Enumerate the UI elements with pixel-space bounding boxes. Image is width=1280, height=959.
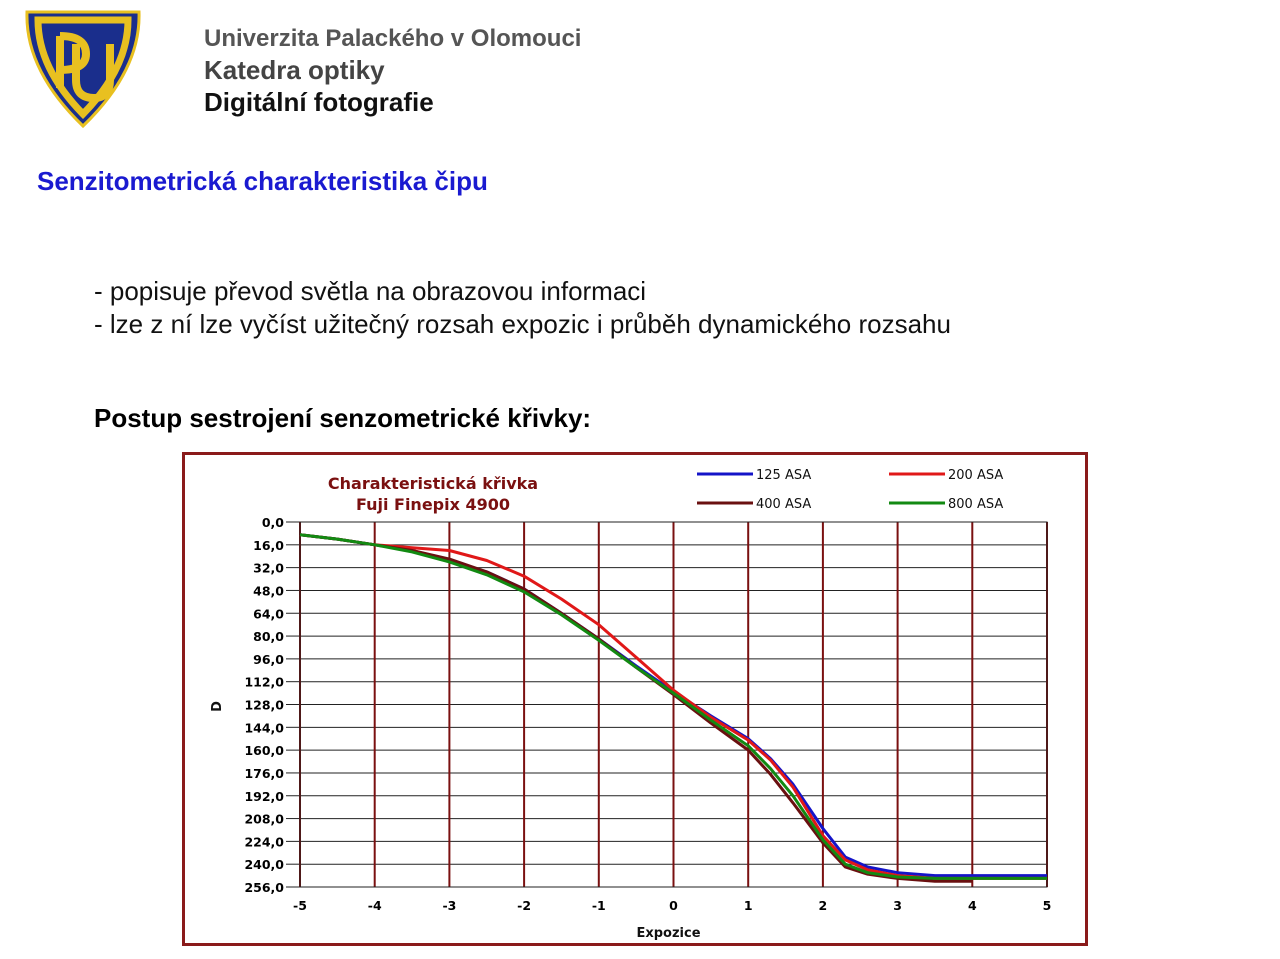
y-tick-label: 160,0 <box>244 743 284 759</box>
x-tick-label: -2 <box>517 898 532 913</box>
legend-label: 200 ASA <box>948 468 1004 483</box>
x-tick-label: -4 <box>367 898 382 913</box>
bullet-list <box>94 275 951 341</box>
y-tick-label: 224,0 <box>244 834 284 850</box>
legend-label: 800 ASA <box>948 497 1004 512</box>
x-tick-label: 4 <box>967 898 977 913</box>
x-tick-label: 5 <box>1042 898 1052 913</box>
university-name: Univerzita Palackého v Olomouci <box>204 25 582 52</box>
y-tick-label: 128,0 <box>244 697 284 713</box>
legend-label: 125 ASA <box>756 468 812 483</box>
y-tick-label: 192,0 <box>244 788 284 804</box>
y-tick-label: 32,0 <box>253 560 284 576</box>
x-tick-label: -1 <box>591 898 606 913</box>
x-axis-label: Expozice <box>636 926 701 941</box>
y-tick-label: 0,0 <box>261 515 284 530</box>
subheading: Postup sestrojení senzometrické křivky: <box>94 403 592 433</box>
y-tick-label: 16,0 <box>253 537 284 553</box>
y-axis-label: D <box>210 701 225 712</box>
department-name: Katedra optiky <box>204 55 385 85</box>
x-tick-label: 0 <box>669 898 678 913</box>
y-tick-label: 80,0 <box>253 629 284 645</box>
course-name: Digitální fotografie <box>204 87 434 117</box>
x-tick-label: 3 <box>893 898 902 913</box>
section-title: Senzitometrická charakteristika čipu <box>37 166 488 196</box>
chart-frame <box>182 452 1088 946</box>
y-tick-label: 64,0 <box>253 606 284 622</box>
x-tick-label: 2 <box>818 898 828 913</box>
y-tick-label: 96,0 <box>253 651 284 667</box>
chart-title-line: Fuji Finepix 4900 <box>355 495 511 514</box>
y-tick-label: 48,0 <box>253 583 284 599</box>
x-tick-label: -5 <box>293 898 307 913</box>
x-tick-label: 1 <box>743 898 753 913</box>
x-tick-label: -3 <box>442 898 457 913</box>
y-tick-label: 240,0 <box>244 857 284 873</box>
y-tick-label: 112,0 <box>244 674 284 690</box>
y-tick-label: 256,0 <box>244 880 284 895</box>
y-tick-label: 208,0 <box>244 811 284 827</box>
y-tick-label: 176,0 <box>244 765 284 781</box>
legend-label: 400 ASA <box>756 497 812 512</box>
characteristic-curve-chart <box>185 455 1085 943</box>
bullet-item: - lze z ní lze vyčíst užitečný rozsah expozic i průběh dynamického rozsahu <box>94 309 951 339</box>
university-shield-logo <box>24 10 142 128</box>
y-tick-label: 144,0 <box>244 720 284 736</box>
series-line-400-asa <box>300 535 972 882</box>
bullet-item: - popisuje převod světla na obrazovou informaci <box>94 276 647 306</box>
chart-title-line: Charakteristická křivka <box>327 474 539 493</box>
